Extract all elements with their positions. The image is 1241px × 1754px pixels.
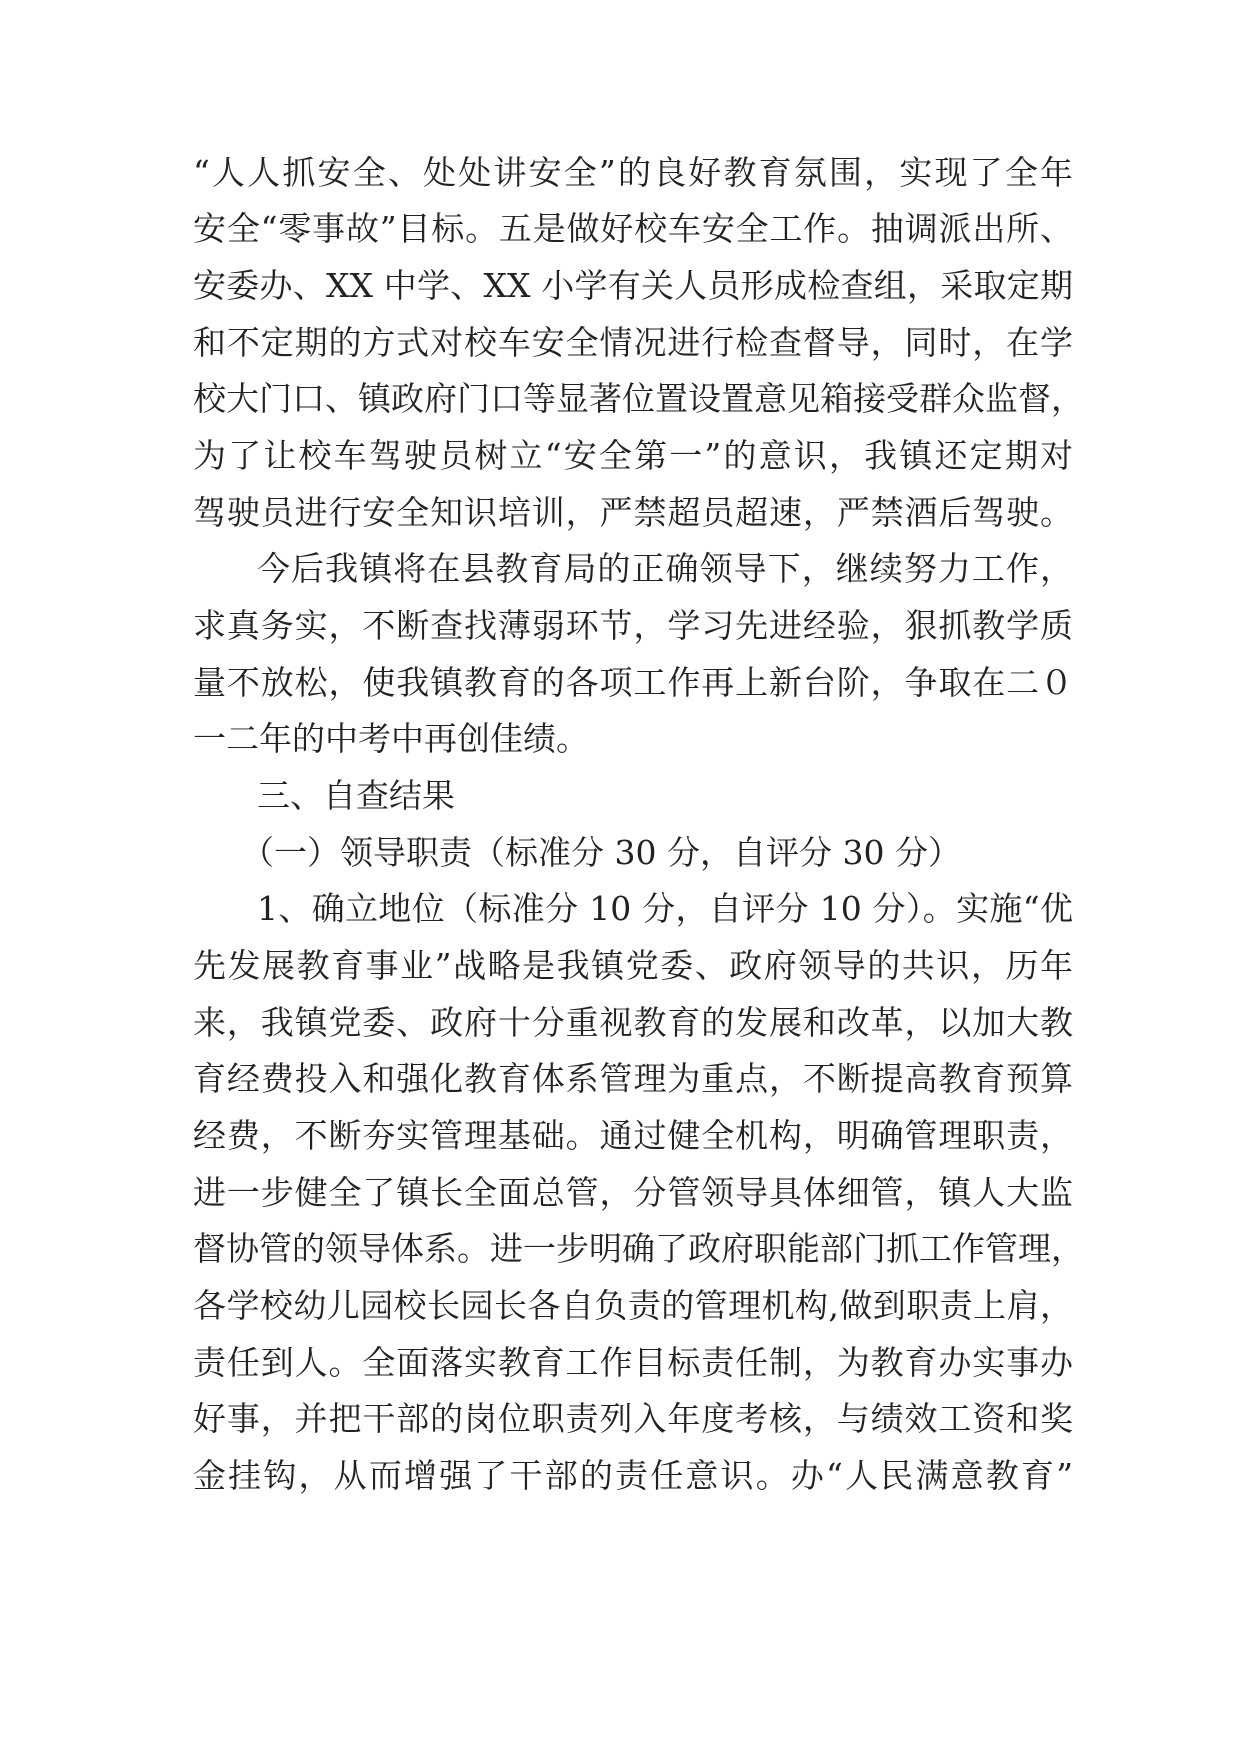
paragraph-3-line-6: 进一步健全了镇长全面总管，分管领导具体细管，镇人大监 — [193, 1173, 1073, 1212]
paragraph-3-line-10: 好事，并把干部的岗位职责列入年度考核，与绩效工资和奖 — [193, 1399, 1073, 1438]
paragraph-3-line-2: 先发展教育事业”战略是我镇党委、政府领导的共识，历年 — [193, 946, 1073, 985]
paragraph-3-line-4: 育经费投入和强化教育体系管理为重点，不断提高教育预算 — [193, 1059, 1073, 1098]
paragraph-1-line-5: 校大门口、镇政府门口等显著位置设置意见箱接受群众监督， — [193, 379, 1084, 418]
paragraph-2-line-4: 一二年的中考中再创佳绩。 — [193, 719, 589, 758]
paragraph-1-line-2: 安全“零事故”目标。五是做好校车安全工作。抽调派出所、 — [193, 209, 1073, 248]
paragraph-3-line-8: 各学校幼儿园校长园长各自负责的管理机构,做到职责上肩， — [193, 1286, 1073, 1325]
paragraph-1-line-1: “人人抓安全、处处讲安全”的良好教育氛围，实现了全年 — [193, 153, 1073, 192]
paragraph-3-line-5: 经费，不断夯实管理基础。通过健全机构，明确管理职责， — [193, 1116, 1073, 1155]
paragraph-1-line-4: 和不定期的方式对校车安全情况进行检查督导，同时，在学 — [193, 323, 1073, 362]
paragraph-2-line-1: 今后我镇将在县教育局的正确领导下，继续努力工作， — [257, 549, 1073, 588]
section-heading: 三、自查结果 — [257, 776, 455, 815]
paragraph-1-line-7: 驾驶员进行安全知识培训，严禁超员超速，严禁酒后驾驶。 — [193, 493, 1073, 532]
paragraph-1-line-3: 安委办、XX 中学、XX 小学有关人员形成检查组，采取定期 — [193, 266, 1073, 305]
paragraph-2-line-2: 求真务实，不断查找薄弱环节，学习先进经验，狠抓教学质 — [193, 606, 1073, 645]
paragraph-3-line-1: 1、确立地位（标准分 10 分，自评分 10 分）。实施“优 — [257, 889, 1073, 928]
paragraph-3-line-11: 金挂钩，从而增强了干部的责任意识。办“人民满意教育” — [193, 1456, 1073, 1495]
paragraph-2-line-3: 量不放松，使我镇教育的各项工作再上新台阶，争取在二０ — [193, 663, 1073, 702]
subsection-heading: （一）领导职责（标准分 30 分，自评分 30 分） — [241, 833, 961, 872]
paragraph-3-line-7: 督协管的领导体系。进一步明确了政府职能部门抓工作管理， — [193, 1229, 1084, 1268]
paragraph-1-line-6: 为了让校车驾驶员树立“安全第一”的意识，我镇还定期对 — [193, 436, 1073, 475]
paragraph-3-line-3: 来，我镇党委、政府十分重视教育的发展和改革，以加大教 — [193, 1003, 1073, 1042]
paragraph-3-line-9: 责任到人。全面落实教育工作目标责任制，为教育办实事办 — [193, 1343, 1073, 1382]
